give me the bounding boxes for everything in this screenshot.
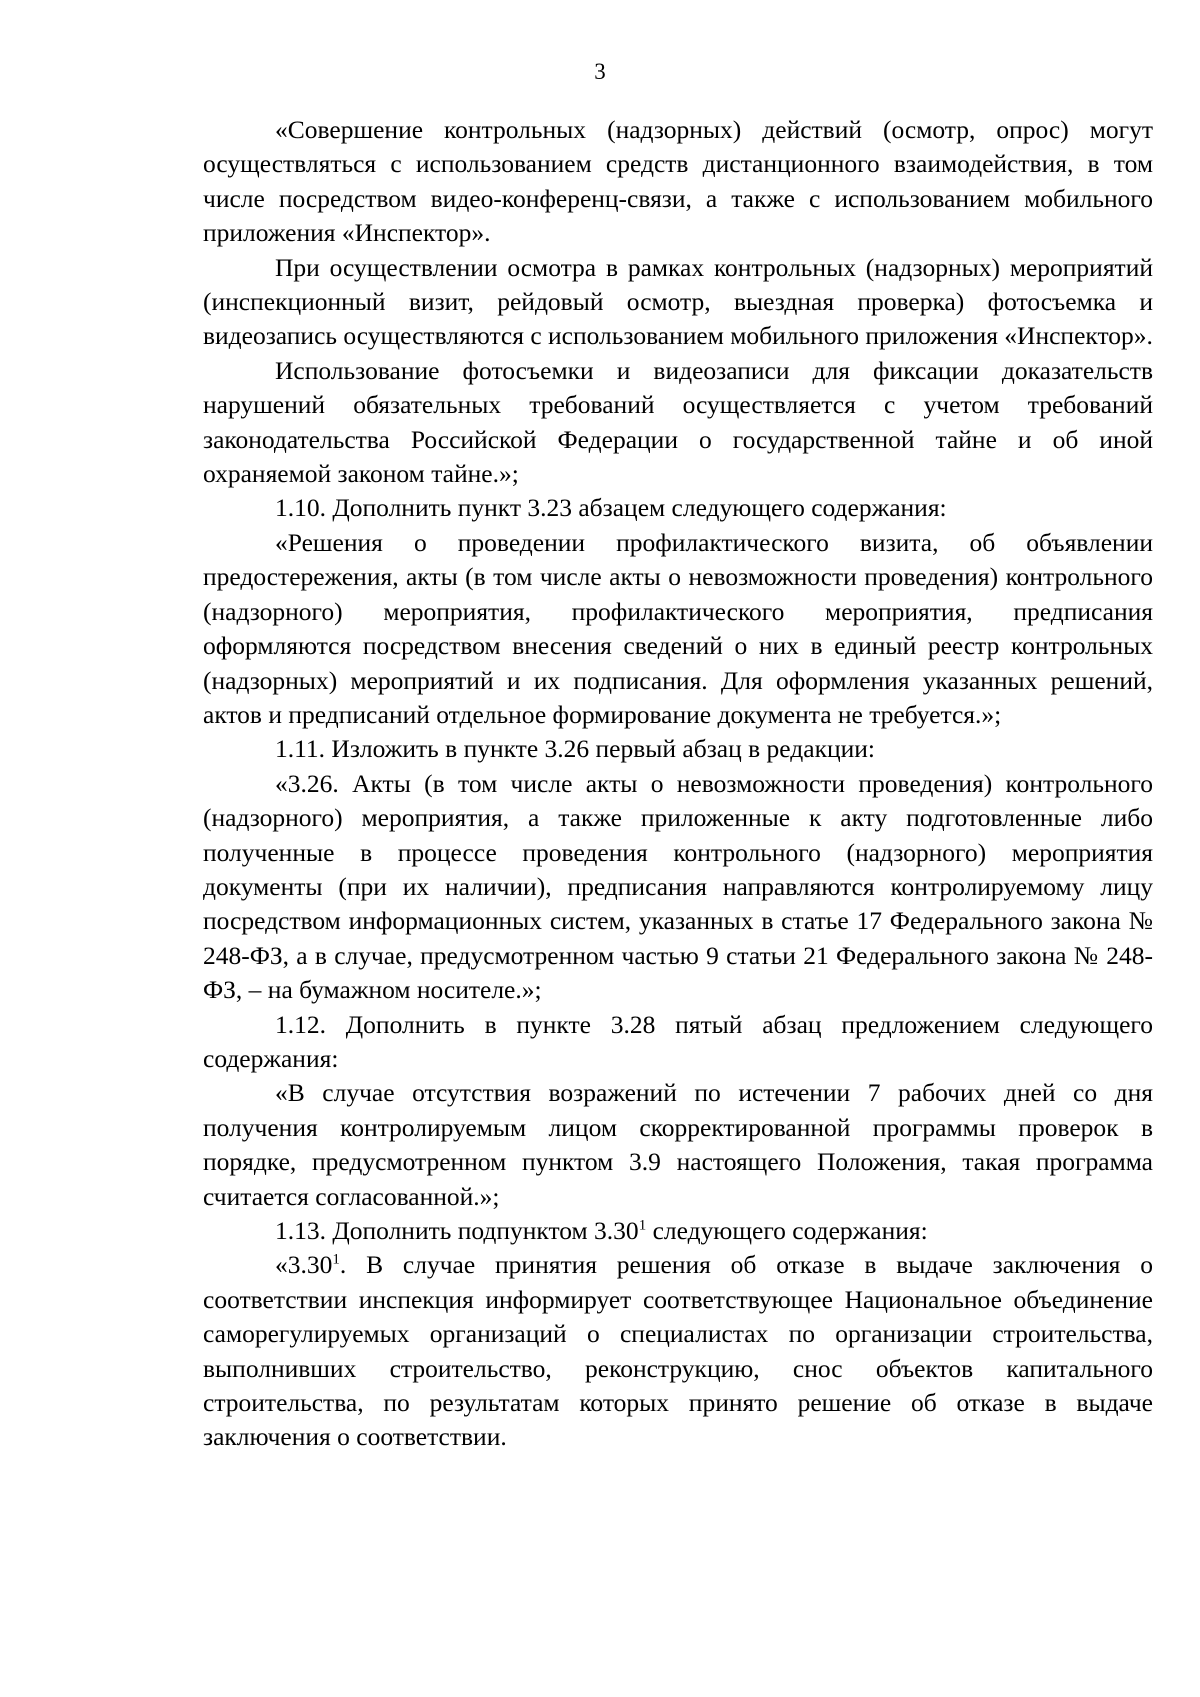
paragraph-inspection-photo-video: При осуществлении осмотра в рамках контрольных (надзорных) мероприятий (инспекционный визит, рейдовый осмотр, выездная проверка) фотосъемка и видеозапись осуществляются с использованием мобильного приложения «Инспектор». <box>203 252 1153 351</box>
paragraph-item-1-13-end: следующего содержания: <box>646 1216 928 1245</box>
paragraph-state-secret: Использование фотосъемки и видеозаписи для фиксации доказательств нарушений обязательных требований осуществляется с учетом требований законодательства Российской Федерации о государственной тайне и об иной охраняемой законом тайне.»; <box>203 355 1153 489</box>
paragraph-item-1-12: 1.12. Дополнить в пункте 3.28 пятый абзац предложением следующего содержания: <box>203 1009 1153 1073</box>
paragraph-item-1-13-start: 1.13. Дополнить подпунктом 3.30 <box>275 1216 639 1245</box>
paragraph-refusal-end: . В случае принятия решения об отказе в выдаче заключения о соответствии инспекция информирует соответствующее Национальное объединение саморегулируемых организаций о специалистах по организации строительства, выполнивших строительство, реконструкцию, снос объектов капитального строительства, по результатам которых принято решение об отказе в выдаче заключения о соответствии. <box>203 1250 1153 1452</box>
paragraph-refusal-start: «3.30 <box>275 1250 333 1280</box>
paragraph-item-1-10: 1.10. Дополнить пункт 3.23 абзацем следующего содержания: <box>275 493 947 523</box>
paragraph-refusal-conclusion <box>203 1248 1153 1454</box>
paragraph-item-1-13 <box>203 1214 1153 1248</box>
superscript-index: 1 <box>638 1217 647 1234</box>
superscript-index: 1 <box>332 1251 340 1268</box>
paragraph-remote-control-actions: «Совершение контрольных (надзорных) действий (осмотр, опрос) могут осуществляться с использованием средств дистанционного взаимодействия, в том числе посредством видео-конференц-связи, а также с использованием мобильного приложения «Инспектор». <box>203 115 1153 248</box>
paragraph-item-1-11: 1.11. Изложить в пункте 3.26 первый абзац в редакции: <box>275 734 875 764</box>
paragraph-program-approval: «В случае отсутствия возражений по истечении 7 рабочих дней со дня получения контролируемым лицом скорректированной программы проверок в порядке, предусмотренном пунктом 3.9 настоящего Положения, такая программа считается согласованной.»; <box>203 1078 1153 1211</box>
page-number: 3 <box>594 59 606 84</box>
paragraph-decisions-registry: «Решения о проведении профилактического визита, об объявлении предостережения, акты (в том числе акты о невозможности проведения) контрольного (надзорного) мероприятия, профилактического мероприятия, предписания оформляются посредством внесения сведений о них в единый реестр контрольных (надзорных) мероприятий и их подписания. Для оформления указанных решений, актов и предписаний отдельное формирование документа не требуется.»; <box>203 527 1153 729</box>
document-body <box>203 113 1153 1455</box>
paragraph-acts-delivery: «3.26. Акты (в том числе акты о невозможности проведения) контрольного (надзорного) мероприятия, а также приложенные к акту подготовленные либо полученные в процессе проведения контрольного (надзорного) мероприятия документы (при их наличии), предписания направляются контролируемому лицу посредством информационных систем, указанных в статье 17 Федерального закона № 248-ФЗ, а в случае, предусмотренном частью 9 статьи 21 Федерального закона № 248-ФЗ, – на бумажном носителе.»; <box>203 768 1153 1005</box>
